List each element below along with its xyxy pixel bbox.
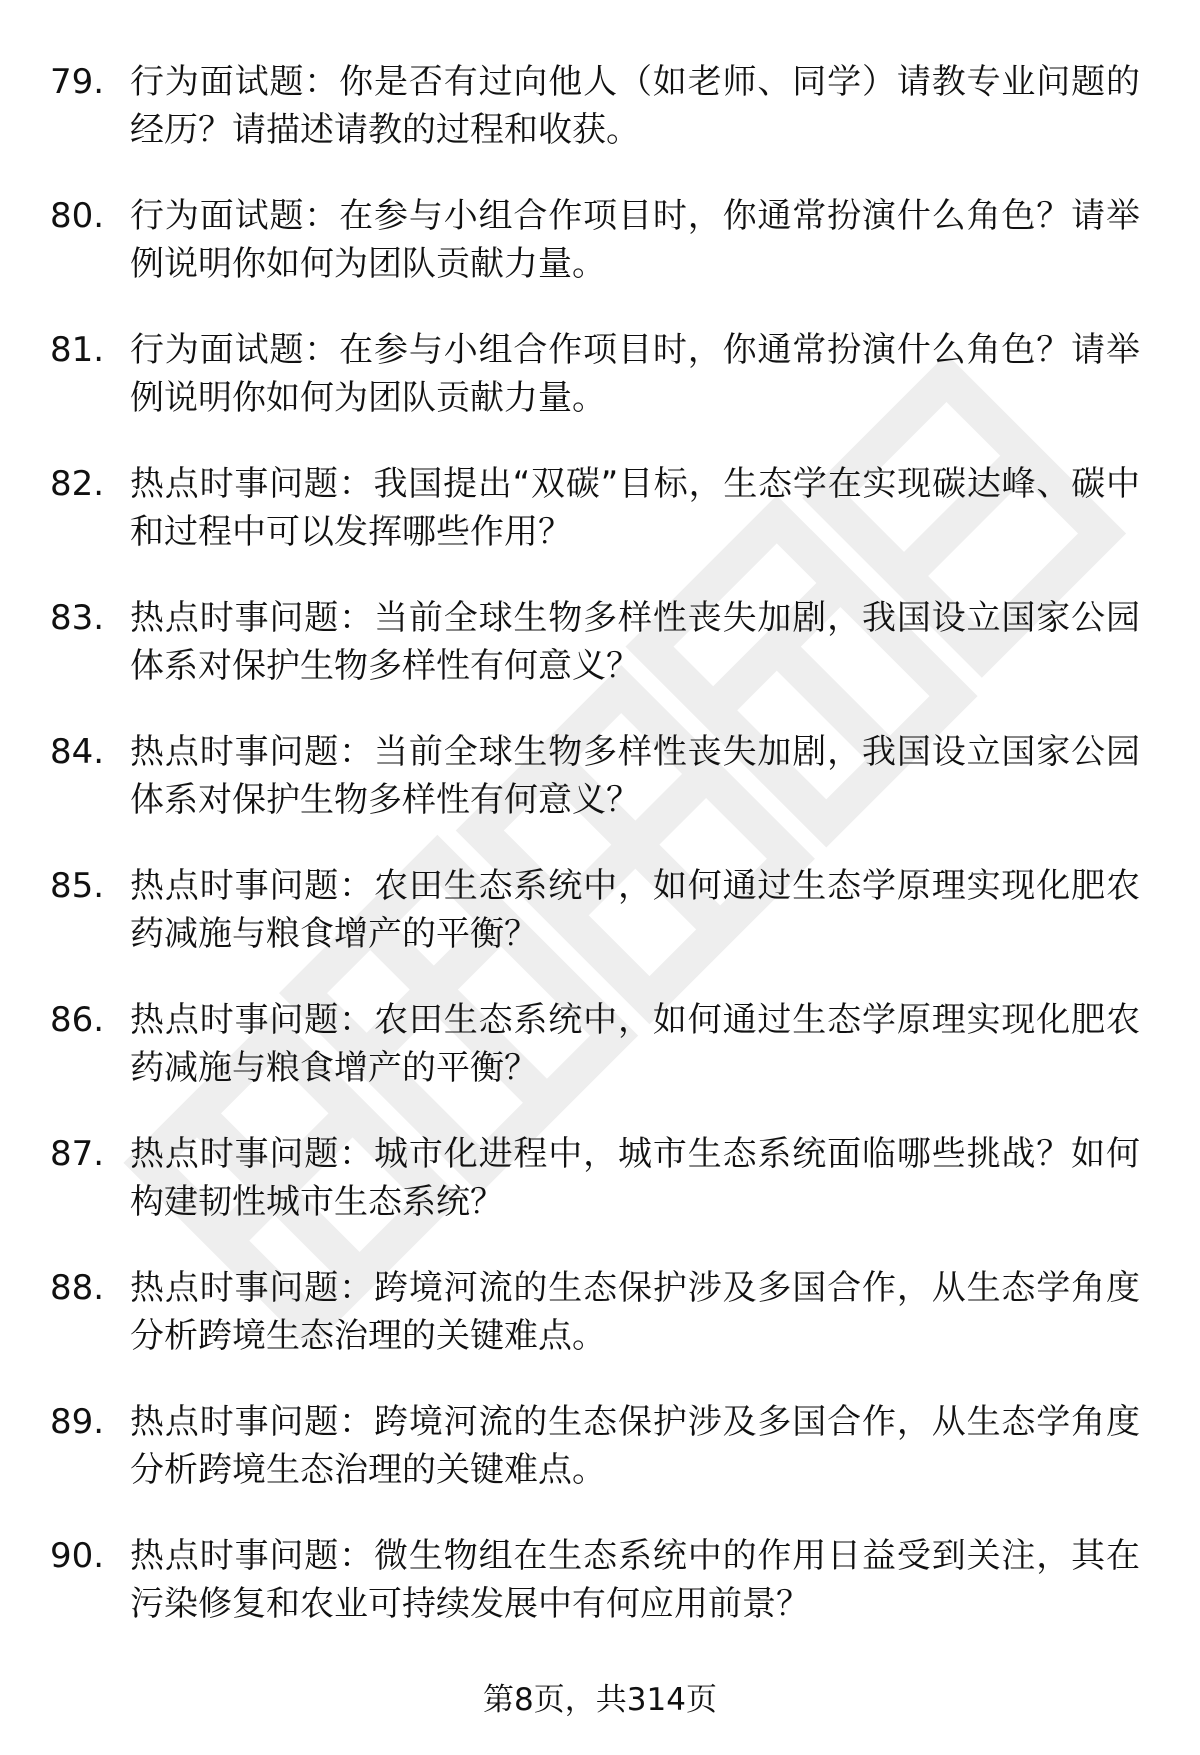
list-item (0, 728, 1200, 862)
question-text: 热点时事问题：当前全球生物多样性丧失加剧，我国设立国家公园体系对保护生物多样性有何意义？ (130, 732, 1140, 820)
question-text: 热点时事问题：农田生态系统中，如何通过生态学原理实现化肥农药减施与粮食增产的平衡？ (130, 866, 1140, 954)
question-text: 行为面试题：你是否有过向他人（如老师、同学）请教专业问题的经历？请描述请教的过程和收获。 (130, 62, 1140, 150)
list-item (0, 460, 1200, 594)
question-number: 86. (50, 1000, 105, 1040)
question-list (0, 58, 1200, 1666)
question-text: 热点时事问题：微生物组在生态系统中的作用日益受到关注，其在污染修复和农业可持续发展中有何应用前景？ (130, 1536, 1140, 1624)
list-item (0, 58, 1200, 192)
question-text: 行为面试题：在参与小组合作项目时，你通常扮演什么角色？请举例说明你如何为团队贡献力量。 (130, 196, 1140, 284)
list-item (0, 1532, 1200, 1666)
question-text: 热点时事问题：跨境河流的生态保护涉及多国合作，从生态学角度分析跨境生态治理的关键难点。 (130, 1402, 1140, 1490)
list-item (0, 1264, 1200, 1398)
question-number: 90. (50, 1536, 105, 1576)
question-number: 87. (50, 1134, 105, 1174)
page-number-footer: 第8页，共314页 (483, 1682, 717, 1718)
list-item (0, 1130, 1200, 1264)
question-number: 82. (50, 464, 105, 504)
question-number: 88. (50, 1268, 105, 1308)
question-number: 89. (50, 1402, 105, 1442)
question-text: 热点时事问题：城市化进程中，城市生态系统面临哪些挑战？如何构建韧性城市生态系统？ (130, 1134, 1140, 1222)
question-number: 83. (50, 598, 105, 638)
list-item (0, 1398, 1200, 1532)
question-number: 81. (50, 330, 105, 370)
question-text: 热点时事问题：跨境河流的生态保护涉及多国合作，从生态学角度分析跨境生态治理的关键难点。 (130, 1268, 1140, 1356)
question-number: 79. (50, 62, 105, 102)
question-text: 热点时事问题：当前全球生物多样性丧失加剧，我国设立国家公园体系对保护生物多样性有何意义？ (130, 598, 1140, 686)
question-number: 85. (50, 866, 105, 906)
question-number: 84. (50, 732, 105, 772)
question-number: 80. (50, 196, 105, 236)
list-item (0, 326, 1200, 460)
question-text: 热点时事问题：农田生态系统中，如何通过生态学原理实现化肥农药减施与粮食增产的平衡？ (130, 1000, 1140, 1088)
list-item (0, 862, 1200, 996)
question-text: 行为面试题：在参与小组合作项目时，你通常扮演什么角色？请举例说明你如何为团队贡献力量。 (130, 330, 1140, 418)
list-item (0, 996, 1200, 1130)
list-item (0, 594, 1200, 728)
list-item (0, 192, 1200, 326)
question-text: 热点时事问题：我国提出“双碳”目标，生态学在实现碳达峰、碳中和过程中可以发挥哪些作用？ (130, 464, 1140, 552)
